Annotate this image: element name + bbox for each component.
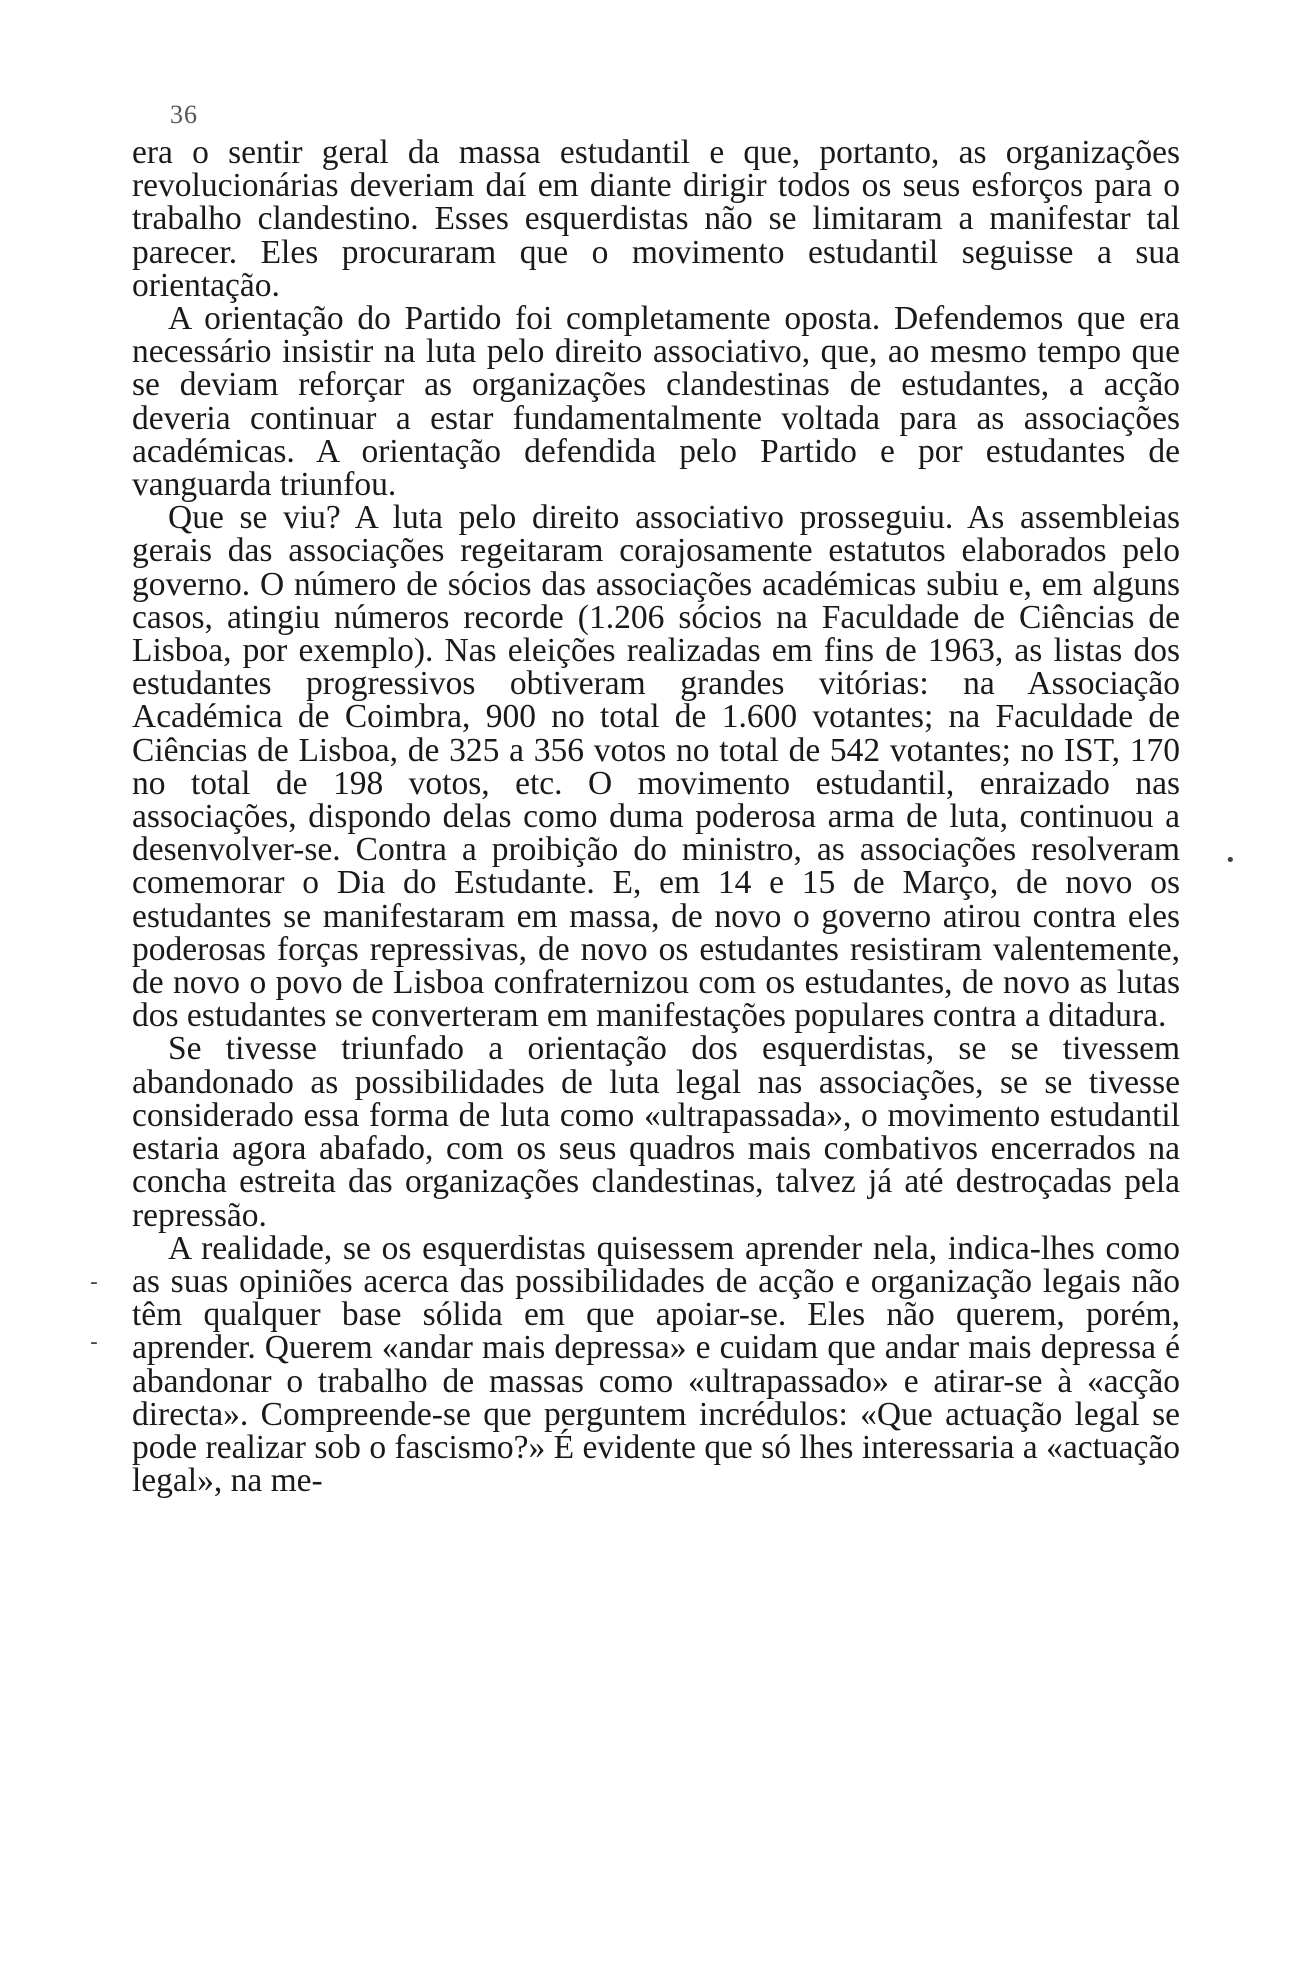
margin-tick: - [90, 1270, 98, 1295]
margin-speck: • [1225, 850, 1236, 871]
paragraph-4: Se tivesse triunfado a orientação dos esquerdistas, se se tivessem abandonado as possibilidades de luta legal nas associações, se se tivesse considerado essa forma de luta como «ultrapassada», o movimento estudantil estaria agora abafado, com os seus quadros mais combativos encerrados na concha estreita das organizações clandestinas, talvez já até destroçadas pela repressão. [132, 1030, 1180, 1234]
page-number: 36 [170, 100, 198, 129]
paragraph-3: Que se viu? A luta pelo direito associativo prosseguiu. As assembleias gerais das associações regeitaram corajosamente estatutos elaborados pelo governo. O número de sócios das associações académicas subiu e, em alguns casos, atingiu números recorde (1.206 sócios na Faculdade de Ciências de Lisboa, por exemplo). Nas eleições realizadas em fins de 1963, as listas dos estudantes progressivos obtiveram grandes vitórias: na Associação Académica de Coimbra, 900 no total de 1.600 votantes; na Faculdade de Ciências de Lisboa, de 325 a 356 votos no total de 542 votantes; no IST, 170 no total de 198 votos, etc. O movimento estudantil, enraizado nas associações, dispondo delas como duma poderosa arma de luta, continuou a desenvolver-se. Contra a proibição do ministro, as associações resolveram comemorar o Dia do Estudante. E, em 14 e 15 de Março, de novo os estudantes se manifestaram em massa, de novo o governo atirou contra eles poderosas forças repressivas, de novo os estudantes resistiram valentemente, de novo o povo de Lisboa confraternizou com os estudantes, de novo as lutas dos estudantes se converteram em manifestações populares contra a ditadura. [132, 499, 1180, 1035]
margin-tick: - [90, 1330, 98, 1355]
paragraph-2: A orientação do Partido foi completamente oposta. Defendemos que era necessário insistir na luta pelo direito associativo, que, ao mesmo tempo que se deviam reforçar as organizações clandestinas de estudantes, a acção deveria continuar a estar fundamentalmente voltada para as associações académicas. A orientação defendida pelo Partido e por estudantes de vanguarda triunfou. [132, 300, 1180, 504]
paragraph-5: A realidade, se os esquerdistas quisessem aprender nela, indica-lhes como as suas opiniões acerca das possibilidades de acção e organização legais não têm qualquer base sólida em que apoiar-se. Eles não querem, porém, aprender. Querem «andar mais depressa» e cuidam que andar mais depressa é abandonar o trabalho de massas como «ultrapassado» e atirar-se à «acção directa». Compreende-se que perguntem incrédulos: «Que actuação legal se pode realizar sob o fascismo?» É evidente que só lhes interessaria a «actuação legal», na me- [132, 1229, 1180, 1500]
body-text [132, 134, 1180, 1500]
paragraph-1: era o sentir geral da massa estudantil e que, portanto, as organizações revolucionárias deveriam daí em diante dirigir todos os seus esforços para o trabalho clandestino. Esses esquerdistas não se limitaram a manifestar tal parecer. Eles procuraram que o movimento estudantil seguisse a sua orientação. [132, 134, 1180, 304]
